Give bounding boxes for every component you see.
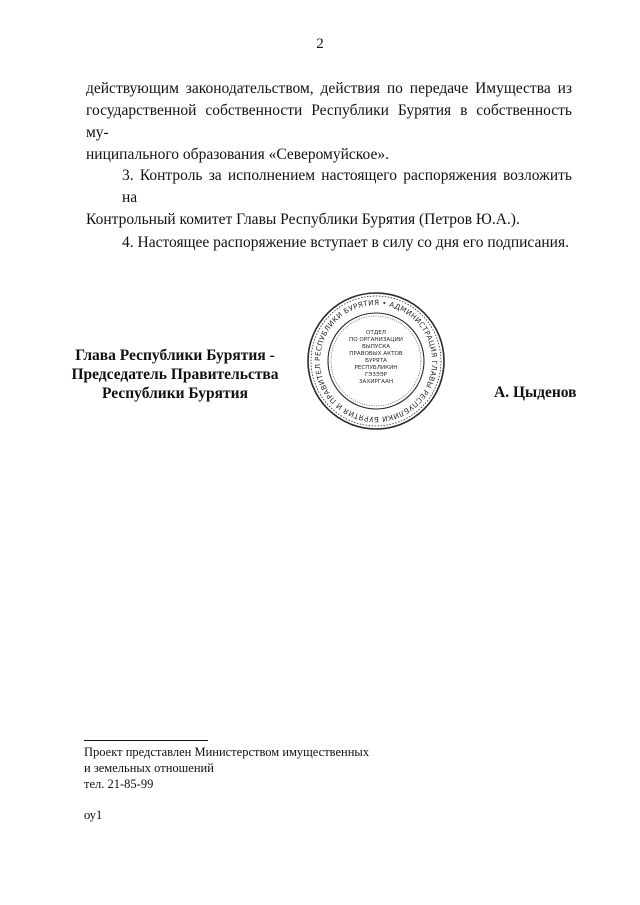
paragraph-continuation <box>86 78 572 166</box>
signer-title-line: Глава Республики Бурятия - <box>75 347 275 364</box>
seal-center-line: ВЫПУСКА <box>361 344 391 350</box>
seal-center-line: ПО ОРГАНИЗАЦИИ <box>349 337 403 343</box>
footnote <box>84 744 369 792</box>
paragraph-line: 3. Контроль за исполнением настоящего распоряжения возложить на <box>122 167 572 206</box>
footnote-line: Проект представлен Министерством имущественных <box>84 745 370 759</box>
svg-text:РЕСПУБЛИКИ БУРЯТИЯ • АДМИНИСТР <box>305 290 439 424</box>
seal-center-line: ГЭЗЭЭР <box>364 372 388 378</box>
paragraph-item-4 <box>86 232 572 254</box>
seal-center-line: ОТДЕЛ <box>366 330 386 336</box>
seal-center-line: ПРАВОВЫХ АКТОВ <box>349 351 403 357</box>
paragraph-item-3 <box>86 165 572 231</box>
signer-title <box>50 346 300 403</box>
signer-title-line: Председатель Правительства <box>71 366 279 383</box>
page-number: 2 <box>316 36 324 52</box>
seal-stamp-graphic <box>305 290 447 432</box>
seal-center-line: РЕСПУБЛИКИН <box>354 365 398 371</box>
document-code: оу1 <box>84 808 103 822</box>
footnote-divider <box>84 740 208 741</box>
seal-ring-text: РЕСПУБЛИКИ БУРЯТИЯ • АДМИНИСТРАЦИЯ ГЛАВЫ РЕСПУБЛИКИ БУРЯТИЯ И ПРАВИТЕЛ <box>312 297 440 425</box>
seal-center-line: ЗАХИРГААН <box>358 379 394 385</box>
footnote-line: тел. 21-85-99 <box>84 777 154 791</box>
official-seal <box>305 290 447 432</box>
paragraph-line: государственной собственности Республики Бурятия в собственность му- <box>86 102 572 141</box>
paragraph-line: Контрольный комитет Главы Республики Бурятия (Петров Ю.А.). <box>86 211 520 228</box>
seal-center-line: БУРЯТА <box>365 358 387 364</box>
footnote-line: и земельных отношений <box>84 761 214 775</box>
signer-title-line: Республики Бурятия <box>102 385 248 402</box>
paragraph-line: ниципального образования «Северомуйское». <box>86 146 389 163</box>
signer-name: А. Цыденов <box>494 384 577 401</box>
paragraph-line: действующим законодательством, действия по передаче Имущества из <box>86 80 572 97</box>
paragraph-line: 4. Настоящее распоряжение вступает в силу со дня его подписания. <box>122 234 569 251</box>
